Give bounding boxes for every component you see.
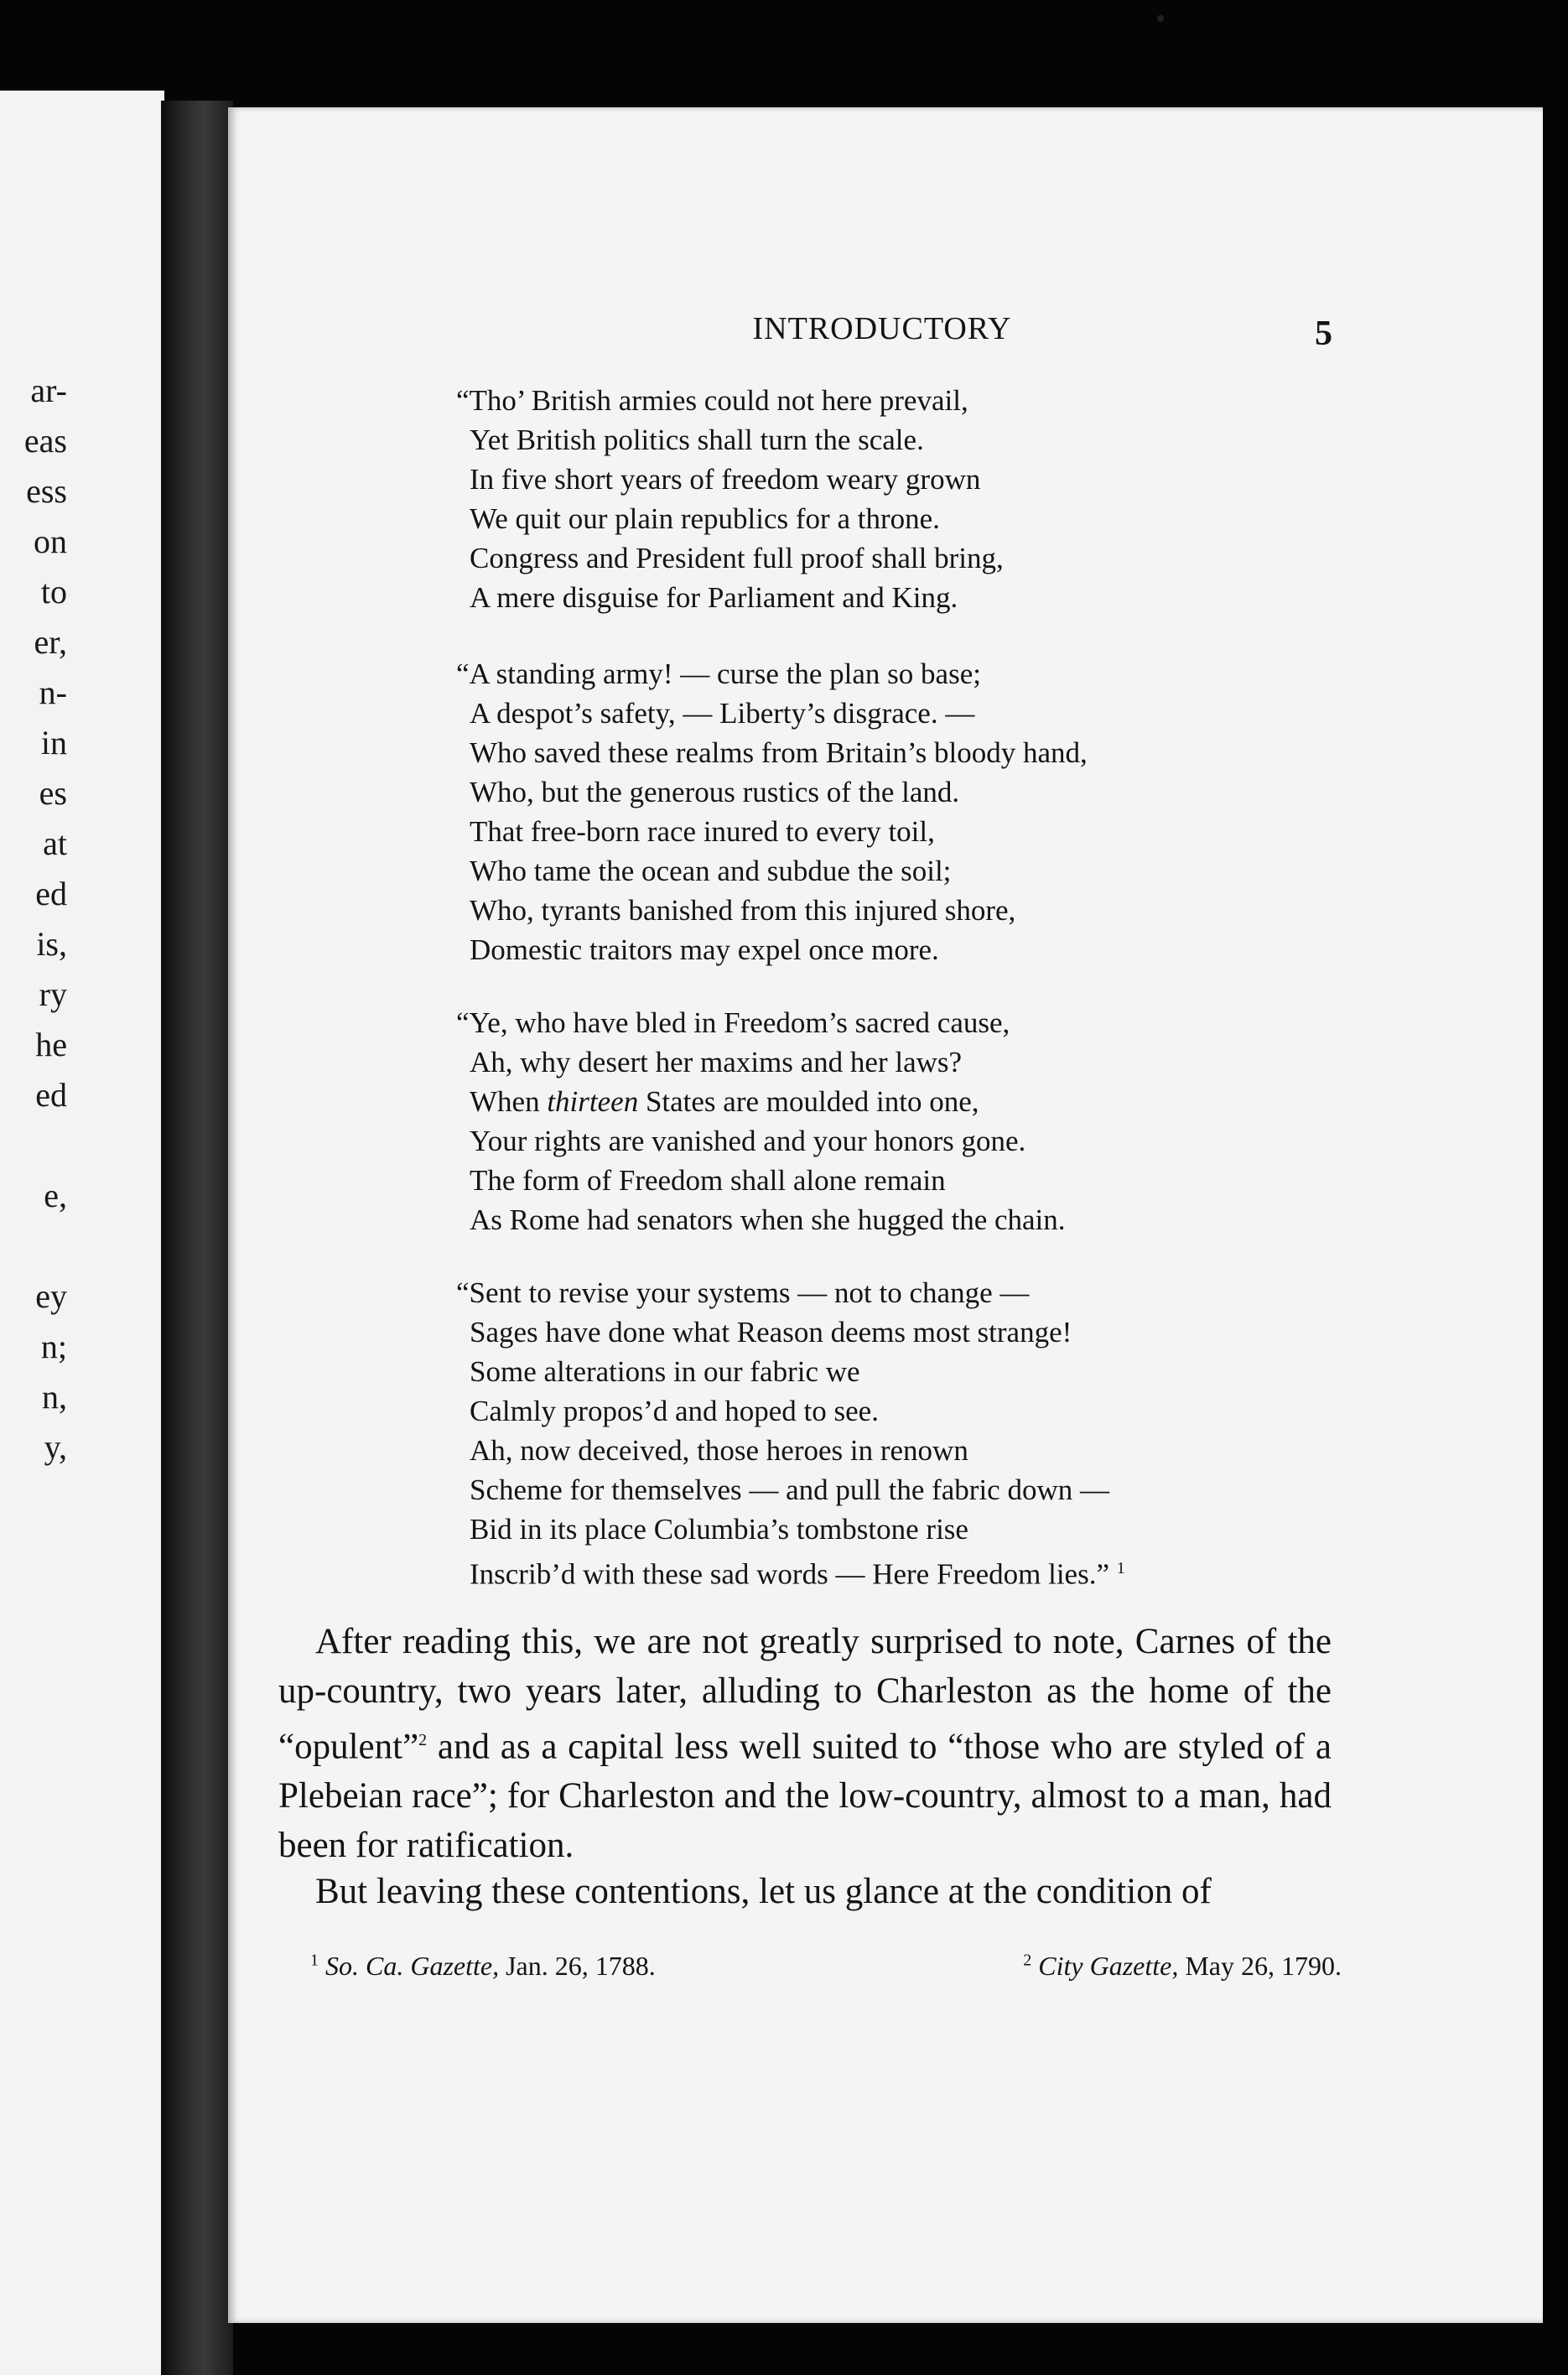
- left-page-fragment: es: [39, 774, 67, 812]
- poem-line: The form of Freedom shall alone remain: [470, 1164, 946, 1197]
- running-head: INTRODUCTORY: [752, 311, 1012, 346]
- poem-line: “A standing army! — curse the plan so base;: [456, 657, 981, 690]
- poem-line: As Rome had senators when she hugged the chain.: [470, 1203, 1066, 1236]
- left-page-fragment: ed: [35, 875, 67, 912]
- poem-stanza-2: [456, 654, 1308, 969]
- poem-line: Ah, now deceived, those heroes in renown: [470, 1434, 968, 1467]
- poem-stanza-1: [456, 381, 1308, 617]
- left-page-fragment: is,: [36, 925, 67, 963]
- poem-text: When: [470, 1085, 548, 1118]
- poem-line: Who tame the ocean and subdue the soil;: [470, 855, 952, 887]
- poem-line: Yet British politics shall turn the scale.: [470, 424, 924, 456]
- poem-line-last: [470, 1549, 1308, 1594]
- book-page: [228, 107, 1543, 2323]
- footnote-mark: 1: [310, 1951, 319, 1970]
- poem-text: States are moulded into one,: [638, 1085, 979, 1118]
- poem-line: A despot’s safety, — Liberty’s disgrace. —: [470, 697, 975, 730]
- footnote-date: Jan. 26, 1788.: [499, 1951, 656, 1981]
- poem-line: Ah, why desert her maxims and her laws?: [470, 1046, 963, 1078]
- poem-line: We quit our plain republics for a throne.: [470, 502, 940, 535]
- poem-line: Scheme for themselves — and pull the fabric down —: [470, 1473, 1109, 1506]
- poem-line: A mere disguise for Parliament and King.: [470, 581, 958, 614]
- left-page-fragment: ar-: [30, 372, 67, 409]
- poem-text: Inscrib’d with these sad words — Here Freedom lies.”: [470, 1557, 1109, 1591]
- poem-line: Who, but the generous rustics of the land.: [470, 776, 960, 808]
- left-page-fragment: at: [43, 824, 67, 862]
- poem-line: Bid in its place Columbia’s tombstone rise: [470, 1513, 968, 1546]
- left-page-fragment: on: [34, 522, 67, 560]
- poem-line: Domestic traitors may expel once more.: [470, 933, 939, 966]
- book-spine-shadow: [161, 101, 233, 2375]
- poem-line: Congress and President full proof shall bring,: [470, 542, 1004, 574]
- poem-stanza-3: [456, 1003, 1308, 1239]
- footnote-date: May 26, 1790.: [1178, 1951, 1342, 1981]
- poem-line: Calmly propos’d and hoped to see.: [470, 1395, 879, 1427]
- poem-line: “Ye, who have bled in Freedom’s sacred cause,: [456, 1006, 1010, 1039]
- footnote-ref-1: 1: [1116, 1559, 1125, 1577]
- left-page-fragment: in: [40, 724, 67, 761]
- left-page-fragment: n,: [42, 1378, 67, 1416]
- footnote-source: City Gazette,: [1038, 1951, 1179, 1981]
- poem-line-with-italic: [470, 1082, 1308, 1121]
- footnote-mark: 2: [1023, 1951, 1032, 1970]
- left-page-fragment: n;: [40, 1328, 67, 1365]
- italic-word: thirteen: [547, 1085, 639, 1118]
- paragraph-2: [278, 1867, 1332, 1916]
- footnote-1: [310, 1951, 656, 1982]
- poem-line: That free-born race inured to every toil,: [470, 815, 935, 848]
- left-page-fragment: n-: [39, 673, 67, 711]
- poem-line: “Sent to revise your systems — not to change —: [456, 1276, 1030, 1309]
- left-page-fragment: y,: [44, 1428, 67, 1466]
- footnotes: [310, 1951, 1342, 1982]
- left-page-fragment: eas: [23, 422, 67, 460]
- scan-speck: [1157, 15, 1164, 22]
- left-page-fragment: ed: [35, 1076, 67, 1114]
- left-page-fragment: to: [40, 573, 67, 611]
- paragraph-text: But leaving these contentions, let us glance at the condition of: [315, 1872, 1212, 1911]
- paragraph-text: After reading this, we are not greatly surprised to note, Carnes of the up-country, two years later, alluding to Charleston as the home of the “opulent”: [278, 1622, 1332, 1767]
- poem-line: Sages have done what Reason deems most strange!: [470, 1316, 1072, 1349]
- poem-line: Who, tyrants banished from this injured shore,: [470, 894, 1016, 927]
- left-page-fragment: ry: [39, 975, 67, 1013]
- left-page-fragment: er,: [34, 623, 67, 661]
- left-page-fragment: he: [35, 1026, 67, 1063]
- paragraph-1: [278, 1617, 1332, 1870]
- footnote-2: [1023, 1951, 1342, 1982]
- poem-line: Who saved these realms from Britain’s bloody hand,: [470, 736, 1088, 769]
- poem-line: Your rights are vanished and your honors gone.: [470, 1125, 1026, 1157]
- left-page-edge: [0, 91, 164, 2375]
- footnote-ref-2: 2: [418, 1731, 428, 1749]
- poem-stanza-4: [456, 1273, 1308, 1594]
- left-page-fragment: e,: [44, 1177, 67, 1214]
- page-number: 5: [1315, 314, 1332, 353]
- left-page-fragment: ess: [26, 472, 67, 510]
- footnote-source: So. Ca. Gazette,: [325, 1951, 500, 1981]
- poem-line: “Tho’ British armies could not here prevail,: [456, 384, 968, 417]
- paragraph-text: and as a capital less well suited to “those who are styled of a Plebeian race”; for Charleston and the low-country, almost to a man, had been for ratification.: [278, 1727, 1332, 1866]
- left-page-fragment: ey: [35, 1277, 67, 1315]
- poem-line: In five short years of freedom weary grown: [470, 463, 981, 496]
- poem-line: Some alterations in our fabric we: [470, 1355, 860, 1388]
